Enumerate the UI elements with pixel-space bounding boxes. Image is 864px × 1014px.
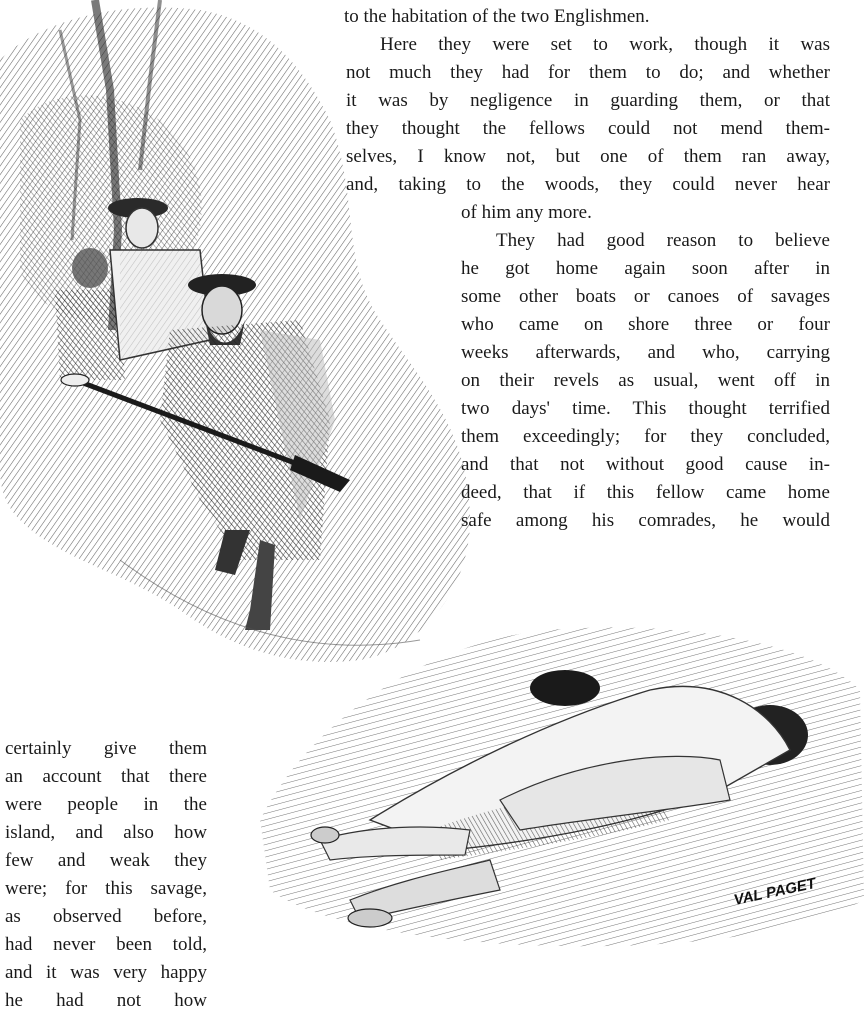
text-line: he got home again soon after in [461,258,830,279]
text-line: deed, that if this fellow came home [461,482,830,503]
text-line: an account that there [5,766,207,787]
text-line: who came on shore three or four [461,314,830,335]
text-line: to the habitation of the two Englishmen. [344,6,650,27]
text-line: selves, I know not, but one of them ran away, [346,146,830,167]
text-line: it was by negligence in guarding them, or that [346,90,830,111]
text-line: and, taking to the woods, they could never hear [346,174,830,195]
text-line: he had not how [5,990,207,1011]
text-line: Here they were set to work, though it was [380,34,830,55]
text-line: they thought the fellows could not mend them- [346,118,830,139]
artist-signature: VAL PAGET [732,874,818,909]
text-line: them exceedingly; for they concluded, [461,426,830,447]
text-line: had never been told, [5,934,207,955]
text-line: as observed before, [5,906,207,927]
text-line: of him any more. [461,202,592,223]
text-line: and it was very happy [5,962,207,983]
text-line: were people in the [5,794,207,815]
text-line: few and weak they [5,850,207,871]
text-line: two days' time. This thought terrified [461,398,830,419]
text-line: certainly give them [5,738,207,759]
text-line: not much they had for them to do; and whether [346,62,830,83]
text-line: on their revels as usual, went off in [461,370,830,391]
text-line: were; for this savage, [5,878,207,899]
text-line: and that not without good cause in- [461,454,830,475]
text-line: They had good reason to believe [496,230,830,251]
text-line: some other boats or canoes of savages [461,286,830,307]
text-line: safe among his comrades, he would [461,510,830,531]
text-line: island, and also how [5,822,207,843]
text-line: weeks afterwards, and who, carrying [461,342,830,363]
